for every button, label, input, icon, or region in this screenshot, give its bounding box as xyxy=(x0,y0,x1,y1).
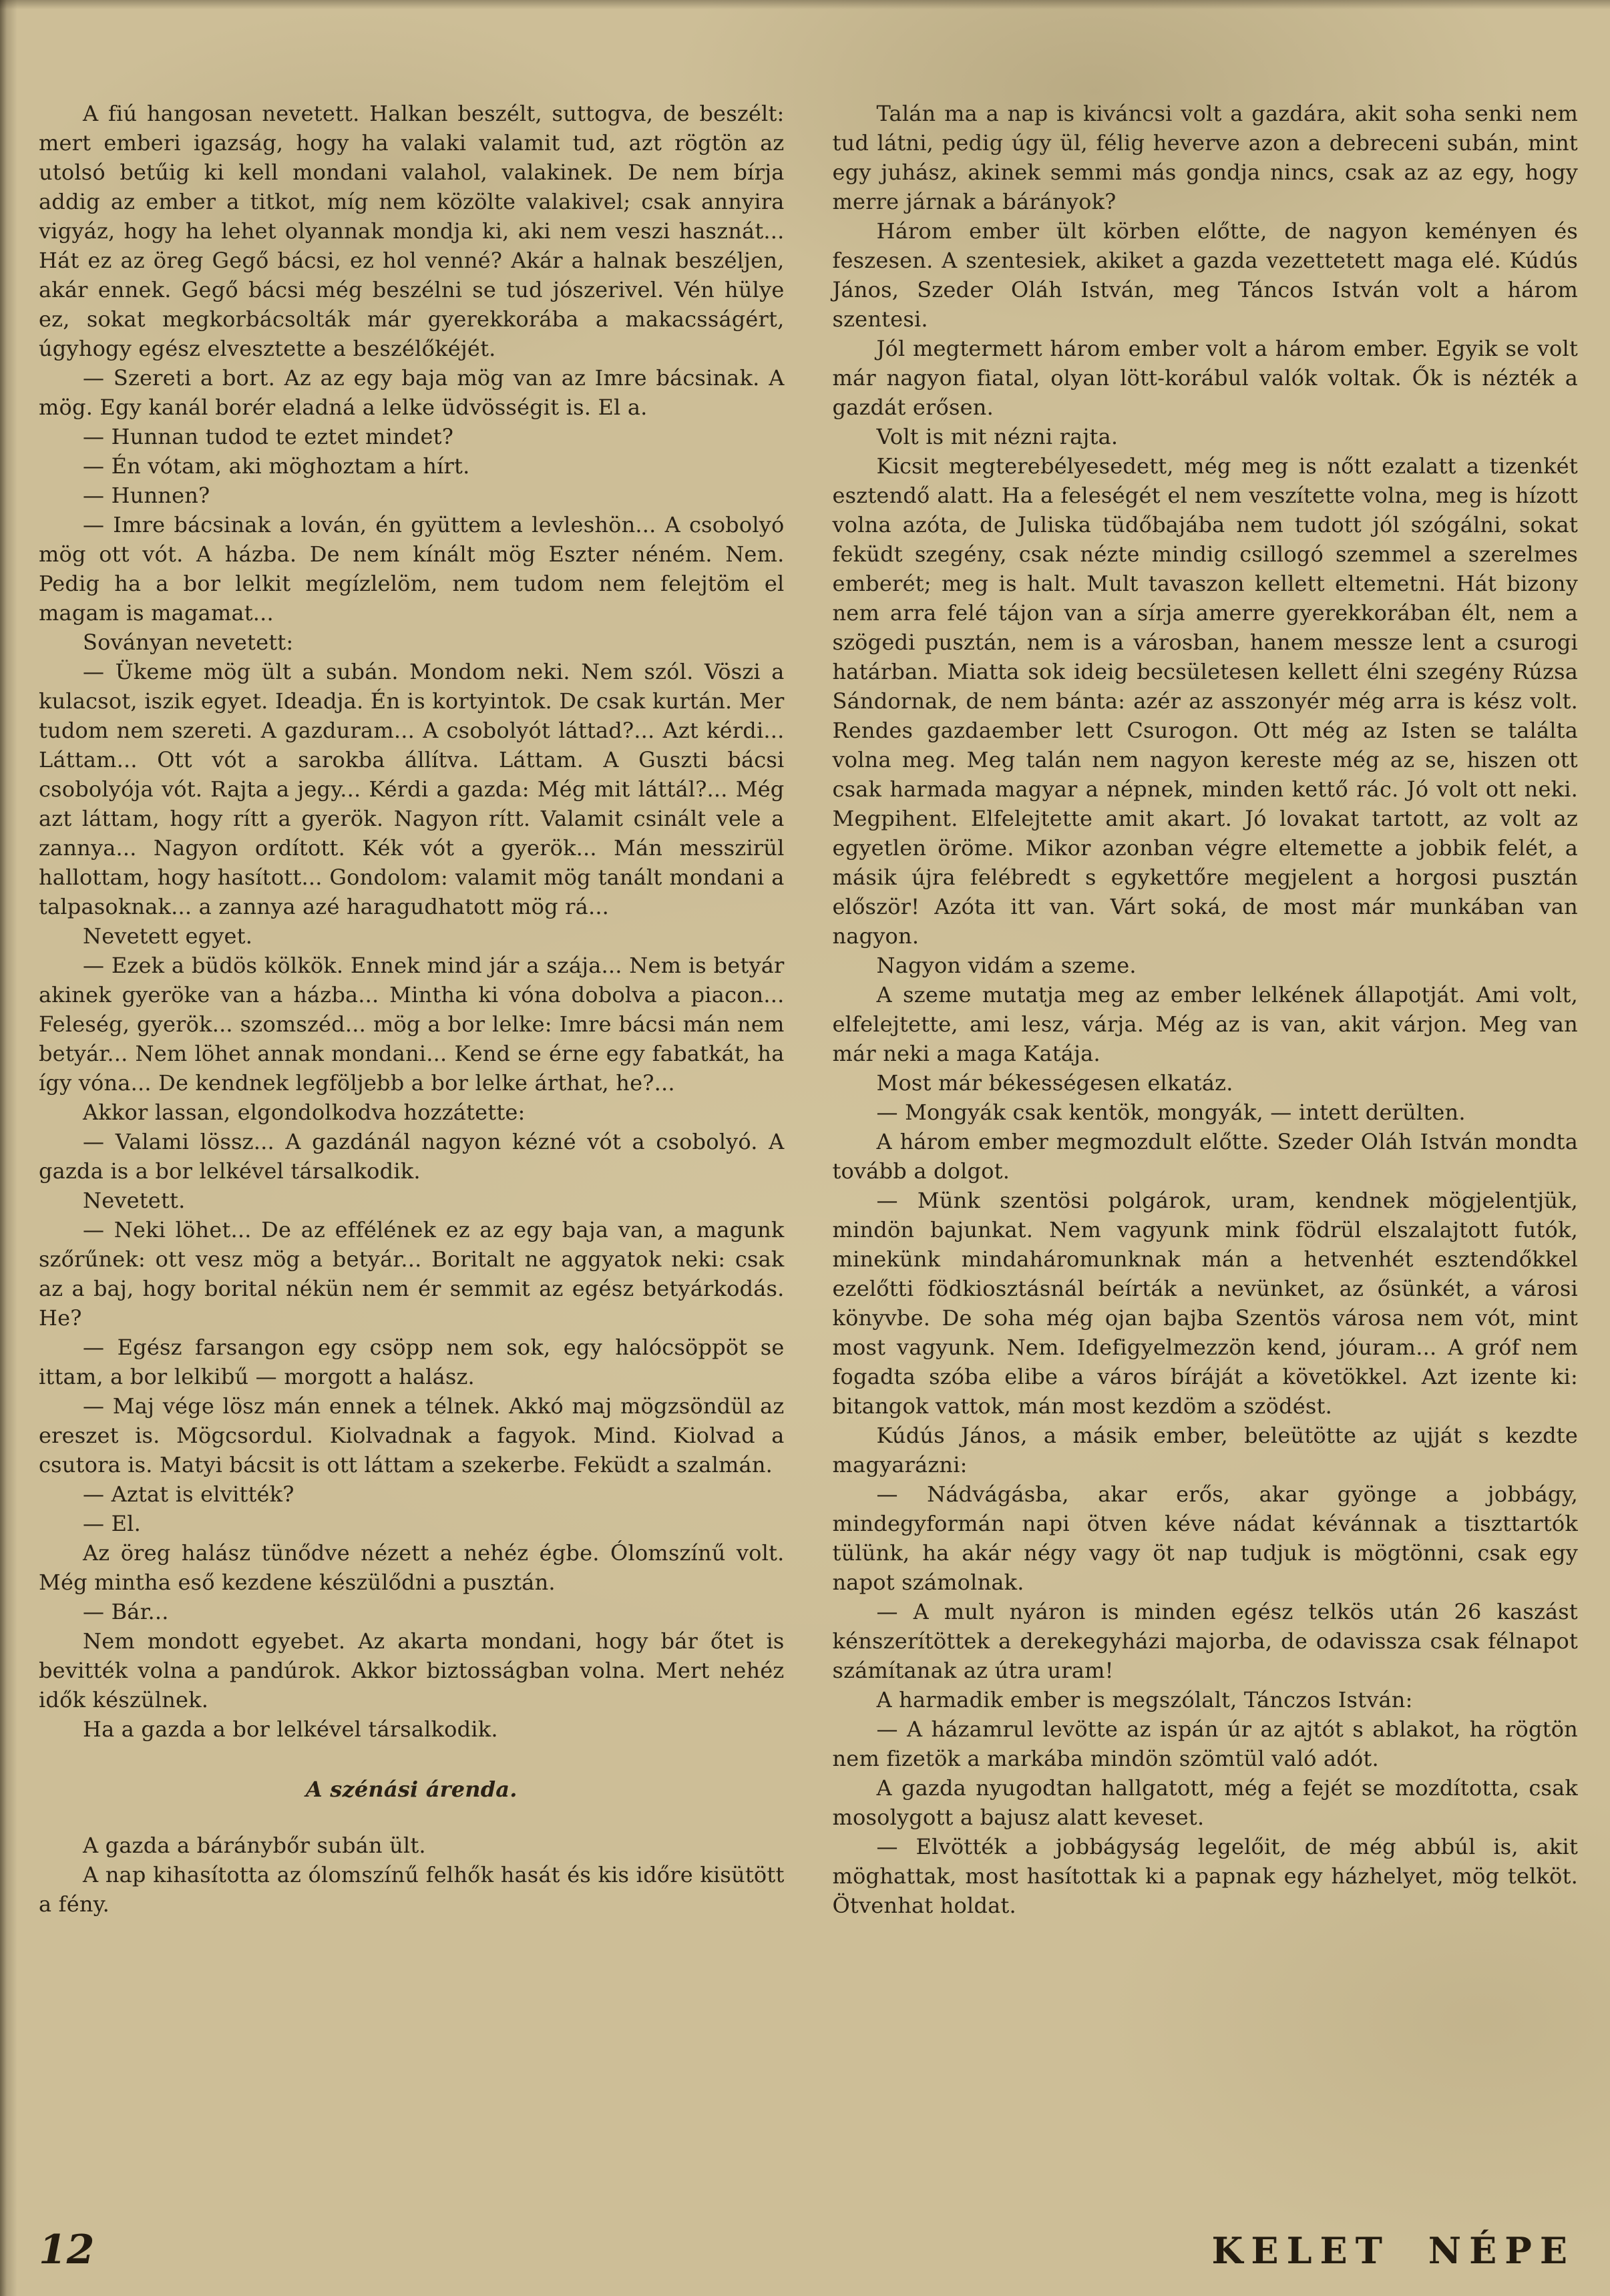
page-footer xyxy=(39,2227,1575,2273)
paragraph: — Én vótam, aki möghoztam a hírt. xyxy=(83,453,470,479)
paragraph: — Szereti a bort. Az az egy baja mög van az Imre bácsinak. A mög. Egy kanál borér eladná a lelke üdvösségit is. El a. xyxy=(39,365,785,420)
paragraph: — Nádvágásba, akar erős, akar gyönge a jobbágy, mindegyformán napi ötven kéve nádat kévánnak a tiszttartók tülünk, ha akár négy vagy öt nap tudjuk is mögtönni, csak egy napot számolnak. xyxy=(832,1481,1578,1595)
paragraph: Most már békességesen elkatáz. xyxy=(876,1070,1233,1096)
paragraph: — Maj vége lösz mán ennek a télnek. Akkó maj mögzsöndül az ereszet is. Mögcsordul. Kiolvadnak a fagyok. Mind. Kiolvad a csutora is. Matyi bácsit is ott láttam a szekerbe. Feküdt a szalmán. xyxy=(39,1393,785,1477)
paragraph: A három ember megmozdult előtte. Szeder Oláh István mondta tovább a dolgot. xyxy=(832,1129,1578,1184)
paragraph: Volt is mit nézni rajta. xyxy=(876,424,1119,449)
paragraph: Kúdús János, a másik ember, beleütötte az ujját s kezdte magyarázni: xyxy=(832,1423,1578,1477)
paragraph: Nem mondott egyebet. Az akarta mondani, hogy bár őtet is bevitték volna a pandúrok. Akkor biztosságban volna. Mert nehéz idők készülnek. xyxy=(39,1628,785,1712)
section-heading: A szénási árenda. xyxy=(305,1777,518,1802)
paragraph: A nap kihasította az ólomszínű felhők hasát és kis időre kisütött a fény. xyxy=(39,1862,785,1917)
left-column xyxy=(39,99,785,1920)
paragraph: — Hunnen? xyxy=(83,483,210,508)
paragraph: A fiú hangosan nevetett. Halkan beszélt, suttogva, de beszélt: mert emberi igazság, hogy ha valaki valamit tud, azt rögtön az utolsó betűig ki kell mondani valahol, valakinek. De nem bírja addig az ember a titkot, míg nem közölte valakivel; csak annyira vigyáz, hogy ha lehet olyannak mondja ki, aki nem veszi hasznát... Hát ez az öreg Gegő bácsi, ez hol venné? Akár a halnak beszéljen, akár ennek. Gegő bácsi még beszélni se tud jószerivel. Vén hülye ez, sokat megkorbácsolták már gyerekkorába a makacsságért, úgyhogy egész elvesztette a beszélőkéjét. xyxy=(39,101,785,361)
paragraph: — Ezek a büdös kölkök. Ennek mind jár a szája... Nem is betyár akinek gyeröke van a házba... Mintha ki vóna dobolva a piacon... Feleség, gyerök... szomszéd... mög a bor lelke: Imre bácsi mán nem betyár... Nem löhet annak mondani... Kend se érne egy fabatkát, ha így vóna... De kendnek legföljebb a bor lelke árthat, he?... xyxy=(39,953,785,1096)
paragraph: — Imre bácsinak a lován, én gyüttem a levleshön... A csobolyó mög ott vót. A házba. De nem kínált mög Eszter néném. Nem. Pedig ha a bor lelkit megízlelöm, nem tudom nem felejtöm el magam is magamat... xyxy=(39,512,785,626)
paragraph: — Elvötték a jobbágyság legelőit, de még abbúl is, akit möghattak, most hasítottak ki a papnak egy házhelyet, mög telköt. Ötvenhat holdat. xyxy=(832,1834,1578,1918)
paragraph: A gazda a báránybőr subán ült. xyxy=(83,1833,426,1858)
paragraph: — Egész farsangon egy csöpp nem sok, egy halócsöppöt se ittam, a bor lelkibű — morgott a halász. xyxy=(39,1335,785,1389)
paragraph: — Münk szentösi polgárok, uram, kendnek mögjelentjük, mindön bajunkat. Nem vagyunk mink födrül elszalajtott futók, minekünk mindaháromunknak mán a hetvenhét esztendőkkel ezelőtti födkiosztásnál beírták a nevünket, az ősünkét, a városi könyvbe. De soha még ojan bajba Szentös városa nem vót, mint most vagyunk. Nem. Idefigyelmezzön kend, jóuram... A gróf nem fogadta szóba elibe a város bíráját a követökkel. Azt izente ki: bitangok vattok, mán most kezdöm a szödést. xyxy=(832,1188,1578,1419)
paragraph: Nagyon vidám a szeme. xyxy=(876,953,1137,978)
right-column xyxy=(833,99,1579,1920)
paragraph: — A mult nyáron is minden egész telkös után 26 kaszást kénszerítöttek a derekegyházi majorba, de odavissza csak félnapot számítanak az útra uram! xyxy=(832,1599,1578,1683)
magazine-title: KELET NÉPE xyxy=(1211,2229,1575,2272)
paragraph: Kicsit megterebélyesedett, még meg is nőtt ezalatt a tizenkét esztendő alatt. Ha a feleségét el nem veszítette volna, meg is hízott volna azóta, de Juliska tüdőbajába nem tudott jól szógálni, sokat feküdt szegény, csak nézte mindig csillogó szemmel a szerelmes emberét; meg is halt. Mult tavaszon kellett eltemetni. Hát bizony nem arra felé tájon van a sírja amerre gyerekkorában élt, nem a szögedi pusztán, nem is a városban, hanem messze lent a csurogi határban. Miatta sok ideig becsületesen kellett élni szegény Rúzsa Sándornak, de nem bánta: azér az asszonyér még arra is kész volt. Rendes gazdaember lett Csurogon. Ott még az Isten se találta volna meg. Meg talán nem nagyon kereste még az se, hiszen ott csak harmada magyar a népnek, minden kettő rác. Jó volt ott neki. Megpihent. Elfelejtette amit akart. Jó lovakat tartott, az volt az egyetlen öröme. Mikor azonban végre eltemette a jobbik felét, a másik újra felébredt s egykettőre megjelent a horgosi pusztán először! Azóta itt van. Várt soká, de most már munkában van nagyon. xyxy=(832,453,1578,949)
paragraph: Jól megtermett három ember volt a három ember. Egyik se volt már nagyon fiatal, olyan lött-korábul valók voltak. Ők is nézték a gazdát erősen. xyxy=(832,336,1578,420)
paragraph: — Mongyák csak kentök, mongyák, — intett derülten. xyxy=(876,1100,1466,1125)
paragraph: Akkor lassan, elgondolkodva hozzátette: xyxy=(83,1100,526,1125)
page-number: 12 xyxy=(39,2227,95,2273)
paragraph: A gazda nyugodtan hallgatott, még a fejét se mozdította, csak mosolygott a bajusz alatt keveset. xyxy=(832,1775,1578,1830)
paragraph: Ha a gazda a bor lelkével társalkodik. xyxy=(83,1716,498,1742)
paragraph: — Bár... xyxy=(83,1599,169,1624)
paragraph: Az öreg halász tünődve nézett a nehéz égbe. Ólomszínű volt. Még mintha eső kezdene készülődni a pusztán. xyxy=(39,1540,785,1595)
paragraph: Nevetett egyet. xyxy=(83,923,253,949)
paragraph: Soványan nevetett: xyxy=(83,630,294,655)
paragraph: — El. xyxy=(83,1511,141,1536)
paragraph: Talán ma a nap is kiváncsi volt a gazdára, akit soha senki nem tud látni, pedig úgy ül, félig heverve azon a debreceni subán, mint egy juhász, akinek semmi más gondja nincs, csak az az egy, hogy merre járnak a bárányok? xyxy=(832,101,1578,214)
paragraph: — Hunnan tudod te eztet mindet? xyxy=(83,424,454,449)
paragraph: — Aztat is elvitték? xyxy=(83,1481,294,1507)
paragraph: A szeme mutatja meg az ember lelkének állapotját. Ami volt, elfelejtette, ami lesz, várja. Még az is van, akit várjon. Meg van már neki a maga Katája. xyxy=(832,982,1578,1066)
paragraph: — Valami lössz... A gazdánál nagyon kézné vót a csobolyó. A gazda is a bor lelkével társalkodik. xyxy=(39,1129,785,1184)
paragraph: Nevetett. xyxy=(83,1188,186,1213)
paragraph: — Neki löhet... De az effélének ez az egy baja van, a magunk szőrűnek: ott vesz mög a betyár... Boritalt ne aggyatok neki: csak az a baj, hogy borital nékün nem ér semmit az egész betyárkodás. He? xyxy=(39,1217,785,1331)
paragraph: Három ember ült körben előtte, de nagyon keményen és feszesen. A szentesiek, akiket a gazda vezettetett maga elé. Kúdús János, Szeder Oláh István, meg Táncos István volt a három szentesi. xyxy=(832,218,1578,332)
paragraph: — A házamrul levötte az ispán úr az ajtót s ablakot, ha rögtön nem fizetök a markába mindön szömtül való adót. xyxy=(832,1716,1578,1771)
paragraph: A harmadik ember is megszólalt, Tánczos István: xyxy=(876,1687,1413,1712)
paragraph: — Ükeme mög ült a subán. Mondom neki. Nem szól. Vöszi a kulacsot, iszik egyet. Ideadja. Én is kortyintok. De csak kurtán. Mer tudom nem szereti. A gazduram... A csobolyót láttad?... Azt kérdi... Láttam... Ott vót a sarokba állítva. Láttam. A Guszti bácsi csobolyója vót. Rajta a jegy... Kérdi a gazda: Még mit láttál?... Még azt láttam, hogy rítt a gyerök. Nagyon rítt. Valamit csinált vele a zannya... Nagyon ordított. Kék vót a gyerök... Mán messzirül hallottam, hogy hasított... Gondolom: valamit mög tanált mondani a talpasoknak... a zannya azé haragudhatott mög rá... xyxy=(39,659,785,919)
